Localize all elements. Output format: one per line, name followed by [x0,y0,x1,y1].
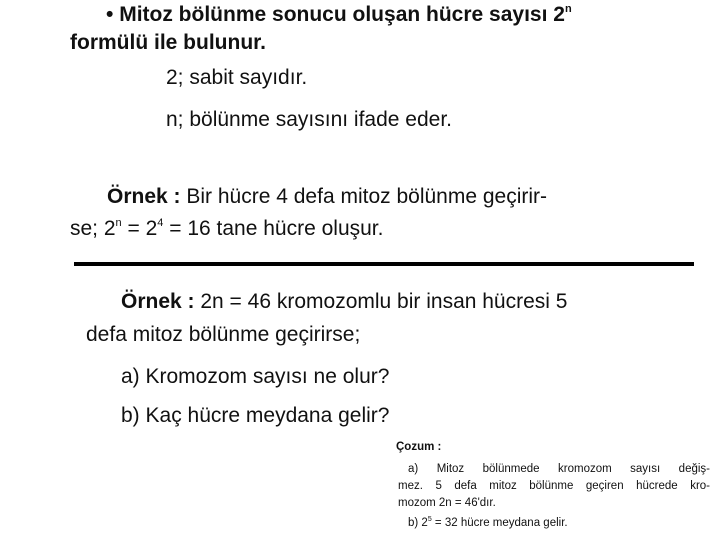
example-1-exp-n: n [115,217,122,229]
formula-text: Mitoz bölünme sonucu oluşan hücre sayısı 2 [119,3,565,26]
question-a: a) Kromozom sayısı ne olur? [121,365,390,388]
example-1-line-1 [107,186,547,207]
solution-b-exponent: 5 [427,516,432,523]
solution-a-line-1 [398,462,710,476]
example-2-text: 2n = 46 kromozomlu bir insan hücresi 5 [194,290,568,313]
example-1-line-2 [70,218,383,239]
solution-b-rest: = 32 hücre meydana gelir. [431,517,568,529]
formula-exponent: n [564,3,572,15]
example-1-eq-c: = 16 tane hücre oluşur. [163,217,384,240]
n-definition: n; bölünme sayısını ifade eder. [166,108,453,131]
solution-a-line-3: mozom 2n = 46'dır. [398,497,496,509]
solution-a-text-1: a) Mitoz bölünmede kromozom sayısı değiş- [408,463,710,475]
constant-definition: 2; sabit sayıdır. [166,66,308,89]
mitosis-formula-line-1 [106,4,572,25]
horizontal-divider [74,262,694,266]
solution-a-text-2: mez. 5 defa mitoz bölünme geçiren hücrede kro- [398,480,710,492]
example-1-eq-a: se; 2 [70,217,116,240]
solution-a-line-2 [398,479,710,493]
example-1-exp-4: 4 [157,217,164,229]
example-2-label: Örnek : [121,290,195,313]
example-1-text: Bir hücre 4 defa mitoz bölünme geçirir- [180,185,548,208]
solution-b-prefix: b) 2 [408,517,428,529]
example-1-eq-b: = 2 [121,217,158,240]
solution-title: Çozum : [396,441,442,453]
example-2-line-1 [121,291,567,312]
mitosis-formula-line-2: formülü ile bulunur. [70,31,266,54]
example-1-label: Örnek : [107,185,181,208]
example-2-line-2: defa mitoz bölünme geçirirse; [86,323,361,346]
bullet-icon: • [106,3,114,26]
solution-b [408,518,568,530]
question-b: b) Kaç hücre meydana gelir? [121,404,390,427]
